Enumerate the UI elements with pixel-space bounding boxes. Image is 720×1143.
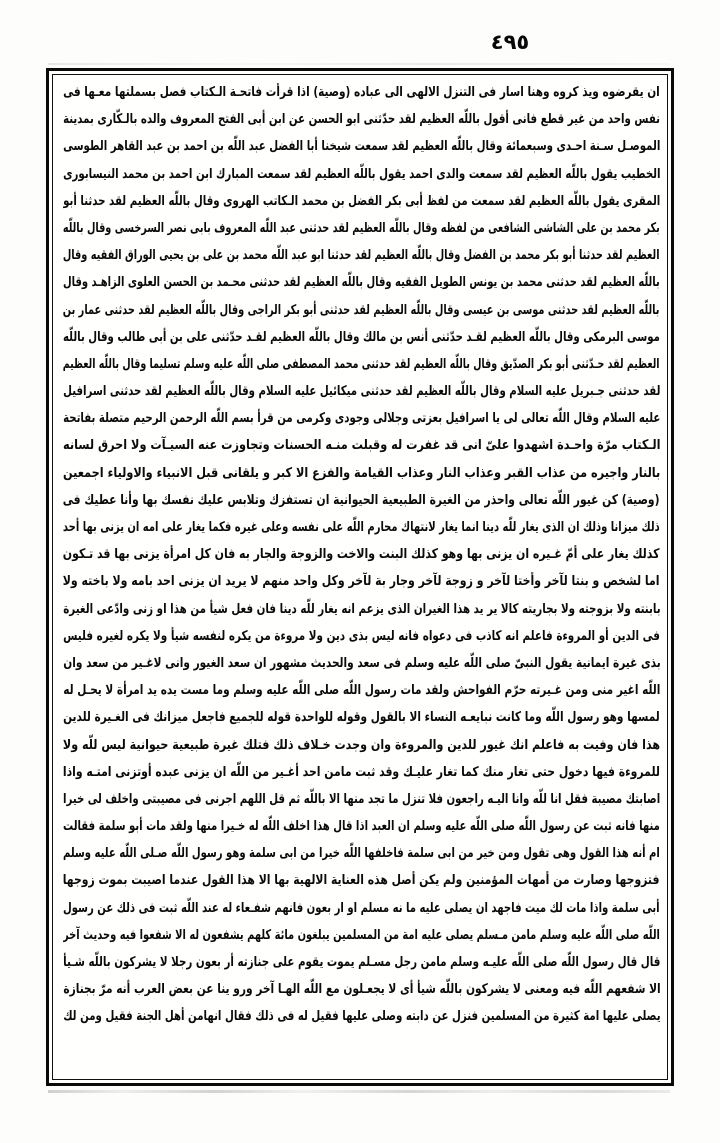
text-line — [63, 541, 660, 568]
text-frame-inner — [52, 74, 668, 1080]
text-line-content: ذلك ميزانا وذلك ان الذى يغار للّه دينا انما يغار لانتهاك محارم اللّه على نفسه وعلى غيره فكما يغار على امه ان يزنى بها أحد — [63, 520, 660, 535]
text-line-content: العظيم لقد حـدّثنى أبو بكر الصدّيق وقال باللّه العظيم لقد حدثنى محمد المصطفى صلى اللّه عليه وسلم تسليما وقال باللّه العظيم — [63, 356, 660, 372]
text-line — [63, 487, 660, 514]
text-line-content: (وصية) كن غيور اللّه تعالى واحذر من الغيرة الطبيعية الحيوانية ان تستفزك وتلابس عليك نفسك بها وأنا عطيك فى — [63, 492, 660, 508]
text-line-content: باللّه العظيم لقد حدثنى موسى بن عيسى وقال باللّه العظيم لقد حدثنى أبو بكر الراجى وقال باللّه العظيم لقد حدثنى عمار بن — [63, 302, 660, 318]
text-line-content: فتزوجها وصارت من أمهات المؤمنين ولم يكن أصل هذه العناية الالهية بها الا هذا القول عندما اصيبت بموت زوجها — [63, 873, 660, 889]
text-line-content: الخطيب يقول باللّه العظيم لقد سمعت والدى احمد يقول باللّه العظيم لقد سمعت المبارك ابن احمد بن محمد النيسابورى — [63, 166, 660, 182]
text-line — [63, 867, 660, 894]
text-line — [63, 568, 660, 595]
body-text-block — [60, 79, 660, 1077]
text-line-content: المقرى يقول باللّه العظيم لقد سمعت من لفظ أبى بكر الفضل بن محمد الـكاتب الهروى وقال باللّه العظيم لقد حدثنا أبو — [63, 193, 660, 209]
text-line-content: منها فانه ثبت عن رسول اللّه صلى اللّه عليه وسلم ان العبد اذا قال هذا اخلف اللّه له خـيرا منها ولقد مات أبو سلمة فقالت — [63, 819, 660, 835]
text-line-content: اللّه صلى اللّه عليه وسلم مامن مـسلم يصلى عليه امة من المسلمين يبلغون مائة كلهم يشفعون له الا شفعوا فيه وحديث آخر — [63, 927, 660, 943]
text-line-content: هذا فان وفيت به فاعلم انك غيور للدين والمروءة وان وجدت خـلاف ذلك فتلك غيرة طبيعية حيوانية ليس للّه ولا — [63, 737, 660, 753]
text-line — [63, 759, 660, 786]
text-line — [63, 922, 660, 949]
page-number: ٤٩٥ — [490, 30, 530, 54]
text-line — [63, 324, 660, 351]
text-line — [63, 378, 660, 405]
text-line-content: كذلك يغار على أمّ غـيره ان يزنى بها وهو كذلك البنت والاخت والزوجة والجار به فان كل امرأة يزنى بها قد تـكون — [63, 547, 660, 563]
text-line — [63, 895, 660, 922]
text-line-content: ان يقرضوه ويذ كروه وهنا اسار فى التنزل الالهى الى عباده (وصية) اذا قرأت فاتحـة الـكتاب فصل بسملتها معـها فى — [63, 85, 660, 100]
text-line-content: الموصـل سـنة احـدى وسبعمائة وقال باللّه العظيم لقد سمعت شيخنا أبا الفضل عبد اللّه بن احمد بن عبد القاهر الطوسى — [63, 139, 660, 155]
text-line — [63, 623, 660, 650]
folio-number-area — [0, 30, 720, 54]
text-line-content: الـكتاب مرّة واحـدة اشهدوا علىّ انى قد غفرت له وقبلت منـه الحسنات وتجاوزت عنه السيـآت ولا احرق لسانه — [63, 438, 660, 454]
text-line-content: لمسها وهو رسول اللّه وما كانت نبايعـه النساء الا بالقول وقوله للواحدة قوله للجميع فاجعل ميزانك فى الغـيرة للدين — [63, 710, 660, 726]
text-line — [63, 949, 660, 976]
text-line-content: العظيم لقد حدثنا أبو بكر محمد بن الفضل وقال باللّه العظيم لقد حدثنا ابو عبد اللّه محمد بن على بن يحيى الوراق الفقيه وقال — [63, 248, 660, 264]
text-line — [63, 297, 660, 324]
top-paper-smudge — [48, 63, 670, 65]
text-line — [63, 161, 660, 188]
text-line — [63, 460, 660, 487]
text-line — [63, 269, 660, 296]
text-line-content: بالنار واجيره من عذاب القبر وعذاب النار وعذاب القيامة والفزع الا كبر و يلقانى قبل الانبياء والاولياء اجمعين — [63, 465, 660, 481]
text-line-content: الا شفعهم اللّه فيه ومعنى لا يشركون باللّه شيأ أى لا يجعـلون مع اللّه الهـا آخر ورو ينا عن بعض العرب أنه مرّ بجنازة — [63, 982, 660, 998]
text-line — [63, 650, 660, 677]
text-line — [63, 840, 660, 867]
text-line — [63, 514, 660, 541]
text-line — [63, 596, 660, 623]
text-line — [63, 786, 660, 813]
text-line-content: اما لشخص و بنتا لآخر وأختا لآخر و زوجة لآخر وجار بة لآخر وكل واحد منهم لا يريد ان يزنى احد بامه ولا باخته ولا — [63, 574, 660, 590]
text-line — [63, 976, 660, 1003]
text-line — [63, 242, 660, 269]
text-line-content: أبى سلمة واذا مات لك ميت فاجهد ان يصلى عليه ما نه مسلم او ار بعون فانهم شفـعاء له عند اللّه ثبت فى ذلك عن رسول — [63, 900, 660, 916]
text-line — [63, 133, 660, 160]
text-line — [63, 351, 660, 378]
text-line-content: موسى البرمكى وقال باللّه العظيم لقـد حدّثنى أنس بن مالك وقال باللّه العظيم لقـد حدّثنى على بن أبى طالب وقال باللّه — [63, 329, 660, 345]
text-line-content: بكر محمد بن على الشاشى الشافعى من لفظه وقال باللّه العظيم لقد حدثنى عبد اللّه المعروف بابى نصر السرخسى وقال باللّه — [63, 220, 660, 236]
text-line-content: اصابتك مصيبة فقل انا للّه وانا اليـه راجعون فلا تنزل ما تجد منها الا باللّه ثم قل اللهم اجرنى فى مصيبتى واخلف لى خيرا — [63, 791, 660, 807]
text-line — [63, 732, 660, 759]
text-line-content: عليه السلام وقال اللّه تعالى لى يا اسرافيل بعزتى وجلالى وجودى وكرمى من قرأ بسم اللّه الرحمن الرحيم متصلة بفاتحة — [63, 411, 660, 427]
text-line — [63, 215, 660, 242]
text-line — [63, 1003, 660, 1030]
text-line-content: فى الدين أو المروءة فاعلم انه كاذب فى دعواه فانه ليس بذى دين ولا مروءة من يكره لنفسه شيأ ولا يكره لغيره فليس — [63, 628, 660, 644]
text-line — [63, 677, 660, 704]
text-line — [63, 405, 660, 432]
text-line-content: بذى غيرة ايمانية يقول النبىّ صلى اللّه عليه وسلم فى سعد والحديث مشهور ان سعد الغيور وانى لاغـير من سعد وان — [63, 655, 660, 671]
text-line-content: اللّه اغير منى ومن غـيرته حرّم الفواحش ولقد مات رسول اللّه صلى اللّه عليه وسلم وما مست يده يد امرأة لا يحـل له — [63, 683, 660, 699]
bottom-paper-smudge — [48, 1090, 670, 1093]
text-line-content: بابنته ولا بزوجته ولا بجاريته كالا ير يد هذا الغيران الذى يزعم انه يغار للّه دينا فان فعل شيأ من هذا او زنى وادّعى الغيرة — [63, 601, 660, 617]
text-line — [63, 704, 660, 731]
text-line-content: نفس واحد من غير قطع فانى أقول باللّه العظيم لقد حدّثنى ابو الحسن عن ابن أبى الفتح المعروف والده بالـكّارى بمدينة — [63, 112, 660, 128]
text-line — [63, 432, 660, 459]
text-line — [63, 106, 660, 133]
text-line — [63, 813, 660, 840]
text-line — [63, 79, 660, 106]
text-line-content: قال قال رسول اللّه صلى اللّه عليـه وسلم مامن رجل مسـلم يموت يقوم على جنازته أر بعون رجلا لا يشركون باللّه شـيأ — [63, 955, 660, 970]
text-line-content: للمروءة فيها دخول حتى تغار منك كما تغار عليـك وقد ثبت مامن احد أغـير من اللّه ان يزنى عبده أوتزنى امتـه واذا — [63, 764, 660, 780]
text-line — [63, 188, 660, 215]
text-line-content: يصلى عليها امة كثيرة من المسلمين فنزل عن دابته وصلى عليها فقيل له فى ذلك فقال انهامن أهل الجنة فقيل ومن لك — [63, 1009, 660, 1025]
text-line-content: ام أنه هذا القول وهى تقول ومن خير من ابى سلمة فاخلفها اللّه خيرا من ابى سلمة وهو رسول اللّه صـلى اللّه عليه وسلم — [63, 846, 660, 862]
text-line-content: باللّه العظيم لقد حدثنى محمد بن يونس الطويل الفقيه وقال باللّه العظيم لقد حدثنى محـمد بن الحسن العلوى الزاهـد وقال — [63, 275, 660, 291]
text-frame-outer — [46, 68, 674, 1086]
text-line-content: لقد حدثنى جـبريل عليه السلام وقال باللّه العظيم لقد حدثنى ميكائيل عليه السلام وقال باللّه العظيم لقد حدثنى اسرافيل — [63, 384, 660, 400]
